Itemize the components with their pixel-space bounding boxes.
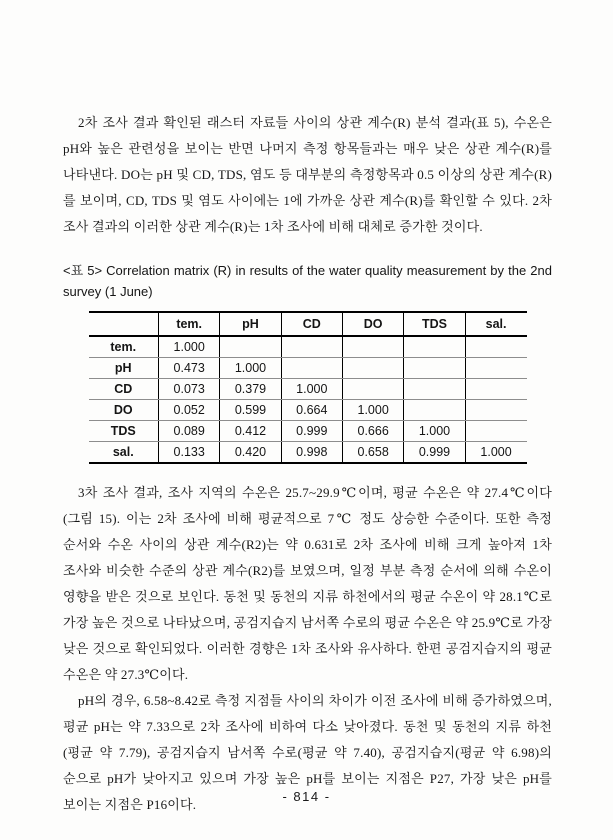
table-cell (404, 400, 465, 421)
table-cell: 1.000 (404, 421, 465, 442)
table-cell: 0.999 (281, 421, 342, 442)
table-cell (404, 336, 465, 358)
table-cell: 0.412 (220, 421, 281, 442)
row-label: sal. (112, 445, 134, 459)
table-cell: 0.664 (281, 400, 342, 421)
table-cell (342, 336, 403, 358)
table-cell (342, 379, 403, 400)
table-cell: 0.073 (159, 379, 220, 400)
table-row (89, 421, 527, 442)
table-cell: 0.658 (342, 442, 403, 464)
table-cell: 0.052 (159, 400, 220, 421)
table-cell (404, 358, 465, 379)
table-header-do: DO (342, 312, 403, 336)
table-cell: 0.666 (342, 421, 403, 442)
table-cell: 1.000 (465, 442, 526, 464)
table-cell (465, 421, 526, 442)
table-cell: 0.379 (220, 379, 281, 400)
table-cell (281, 358, 342, 379)
paragraph-survey3-temperature: 3차 조사 결과, 조사 지역의 수온은 25.7~29.9℃이며, 평균 수온은 약 27.4℃이다(그림 15). 이는 2차 조사에 비해 평균적으로 7℃ 정도 상승한 수준이다. 또한 측정 순서와 수온 사이의 상관 계수(R2)는 약 0.631로 2차 조사에 비해 크게 높아져 1차 조사와 비슷한 수준의 상관 계수(R2)를 보였으며, 일정 부분 측정 순서에 의해 수온이 영향을 받은 것으로 보인다. 동천 및 동천의 지류 하천에서의 평균 수온이 약 28.1℃로 가장 높은 것으로 나타났으며, 공검지습지 남서쪽 수로의 평균 수온은 약 25.9℃로 가장 낮은 것으로 확인되었다. 이러한 경향은 1차 조사와 유사하다. 한편 공검지습지의 평균 수온은 약 27.3℃이다. (63, 485, 552, 682)
table-cell (465, 358, 526, 379)
table-row (89, 442, 527, 464)
table-cell: 1.000 (342, 400, 403, 421)
table-cell: 0.473 (159, 358, 220, 379)
table-header-tem: tem. (159, 312, 220, 336)
table-row (89, 400, 527, 421)
table-cell (465, 379, 526, 400)
table-row (89, 358, 527, 379)
page-body (63, 0, 552, 818)
table-cell (342, 358, 403, 379)
table-cell (465, 400, 526, 421)
table-cell: 0.999 (404, 442, 465, 464)
table-cell (404, 379, 465, 400)
correlation-matrix-table (89, 311, 527, 464)
table-cell (220, 336, 281, 358)
table-cell: 0.599 (220, 400, 281, 421)
table-header-sal: sal. (465, 312, 526, 336)
table-cell (281, 336, 342, 358)
table-cell: 1.000 (220, 358, 281, 379)
table-caption: <표 5> Correlation matrix (R) in results of the water quality measurement by the 2nd survey (1 June) (63, 263, 552, 299)
table-cell: 0.133 (159, 442, 220, 464)
row-label: DO (89, 400, 159, 421)
table-cell (465, 336, 526, 358)
row-label: TDS (89, 421, 159, 442)
row-label: pH (89, 358, 159, 379)
table-cell: 1.000 (281, 379, 342, 400)
paragraph-survey3-ph: pH의 경우, 6.58~8.42로 측정 지점들 사이의 차이가 이전 조사에 비해 증가하였으며, 평균 pH는 약 7.33으로 2차 조사에 비하여 다소 낮아졌다. 동천 및 동천의 지류 하천(평균 약 7.79), 공검지습지 남서쪽 수로(평균 약 7.40), 공검지습지(평균 약 6.98)의 순으로 pH가 낮아지고 있으며 가장 높은 pH를 보이는 지점은 P27, 가장 낮은 pH를 보이는 지점은 P16이다. (63, 693, 552, 812)
table-cell: 0.420 (220, 442, 281, 464)
row-label: tem. (89, 336, 159, 358)
table-header-row (89, 312, 527, 336)
table-row (89, 336, 527, 358)
paragraph-survey2-correlation: 2차 조사 결과 확인된 래스터 자료들 사이의 상관 계수(R) 분석 결과(표 5), 수온은 pH와 높은 관련성을 보이는 반면 나머지 측정 항목들과는 매우 낮은 상관 계수(R)를 나타낸다. DO는 pH 및 CD, TDS, 염도 등 대부분의 측정항목과 0.5 이상의 상관 계수(R)를 보이며, CD, TDS 및 염도 사이에는 1에 가까운 상관 계수(R)를 확인할 수 있다. 2차 조사 결과의 이러한 상관 계수(R)는 1차 조사에 비해 대체로 증가한 것이다. (63, 115, 552, 234)
table-cell: 0.998 (281, 442, 342, 464)
table-header-ph: pH (220, 312, 281, 336)
page-number: - 814 - (282, 789, 331, 804)
table-cell: 0.089 (159, 421, 220, 442)
row-label: CD (89, 379, 159, 400)
table-header-blank (89, 312, 159, 336)
table-header-cd: CD (281, 312, 342, 336)
table-cell: 1.000 (159, 336, 220, 358)
table-header-tds: TDS (404, 312, 465, 336)
table-row (89, 379, 527, 400)
